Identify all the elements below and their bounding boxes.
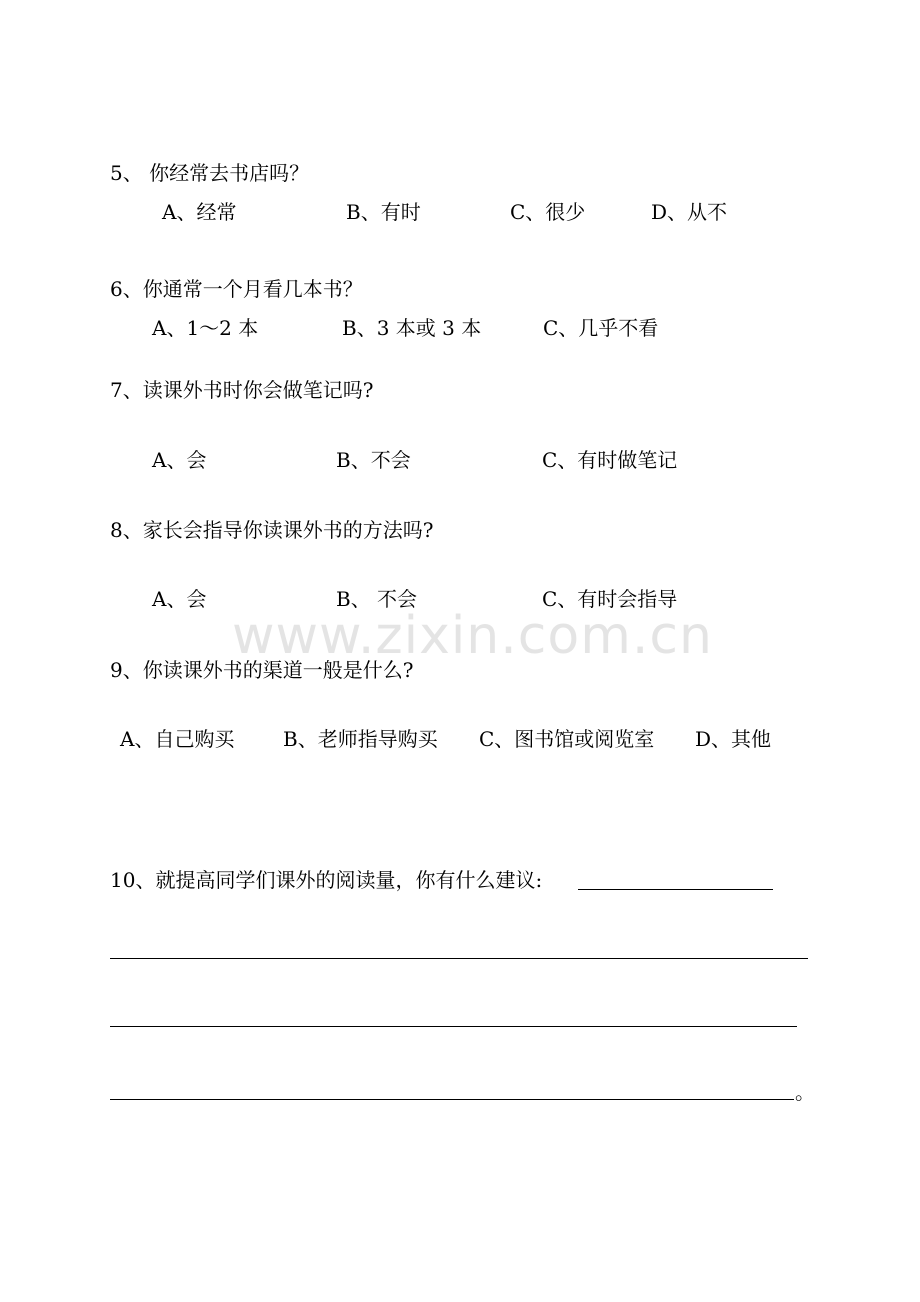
- answer-end-mark: 。: [795, 1080, 815, 1104]
- answer-line-4[interactable]: [110, 1099, 794, 1100]
- question-5: 5、 你经常去书店吗？: [110, 161, 310, 185]
- question-5-option-b[interactable]: B、有时: [346, 200, 421, 224]
- question-8: 8、家长会指导你读课外书的方法吗?: [110, 518, 434, 542]
- question-5-option-c[interactable]: C、很少: [510, 200, 586, 224]
- question-6-option-a[interactable]: A、1～2 本: [152, 316, 259, 340]
- answer-line-1[interactable]: [578, 889, 773, 890]
- question-8-option-a[interactable]: A、会: [152, 587, 207, 611]
- answer-line-3[interactable]: [110, 1026, 797, 1027]
- watermark: www.zixin.com.cn: [232, 606, 713, 666]
- question-8-option-b[interactable]: B、 不会: [336, 587, 418, 611]
- question-5-option-d[interactable]: D、从不: [651, 200, 728, 224]
- question-10: 10、就提高同学们课外的阅读量，你有什么建议:: [110, 868, 543, 892]
- question-9: 9、你读课外书的渠道一般是什么?: [110, 658, 414, 682]
- question-7: 7、读课外书时你会做笔记吗?: [110, 378, 374, 402]
- question-8-option-c[interactable]: C、有时会指导: [542, 587, 678, 611]
- question-7-option-b[interactable]: B、不会: [336, 448, 411, 472]
- question-5-option-a[interactable]: A、经常: [162, 200, 237, 224]
- question-9-option-a[interactable]: A、自己购买: [120, 727, 235, 751]
- question-7-option-c[interactable]: C、有时做笔记: [542, 448, 678, 472]
- question-6-option-c[interactable]: C、几乎不看: [543, 316, 659, 340]
- answer-line-2[interactable]: [110, 958, 808, 959]
- question-7-option-a[interactable]: A、会: [152, 448, 207, 472]
- question-6: 6、你通常一个月看几本书？: [110, 277, 363, 301]
- question-9-option-b[interactable]: B、老师指导购买: [283, 727, 438, 751]
- question-9-option-d[interactable]: D、其他: [695, 727, 772, 751]
- question-6-option-b[interactable]: B、3 本或 3 本: [342, 316, 482, 340]
- question-9-option-c[interactable]: C、图书馆或阅览室: [479, 727, 655, 751]
